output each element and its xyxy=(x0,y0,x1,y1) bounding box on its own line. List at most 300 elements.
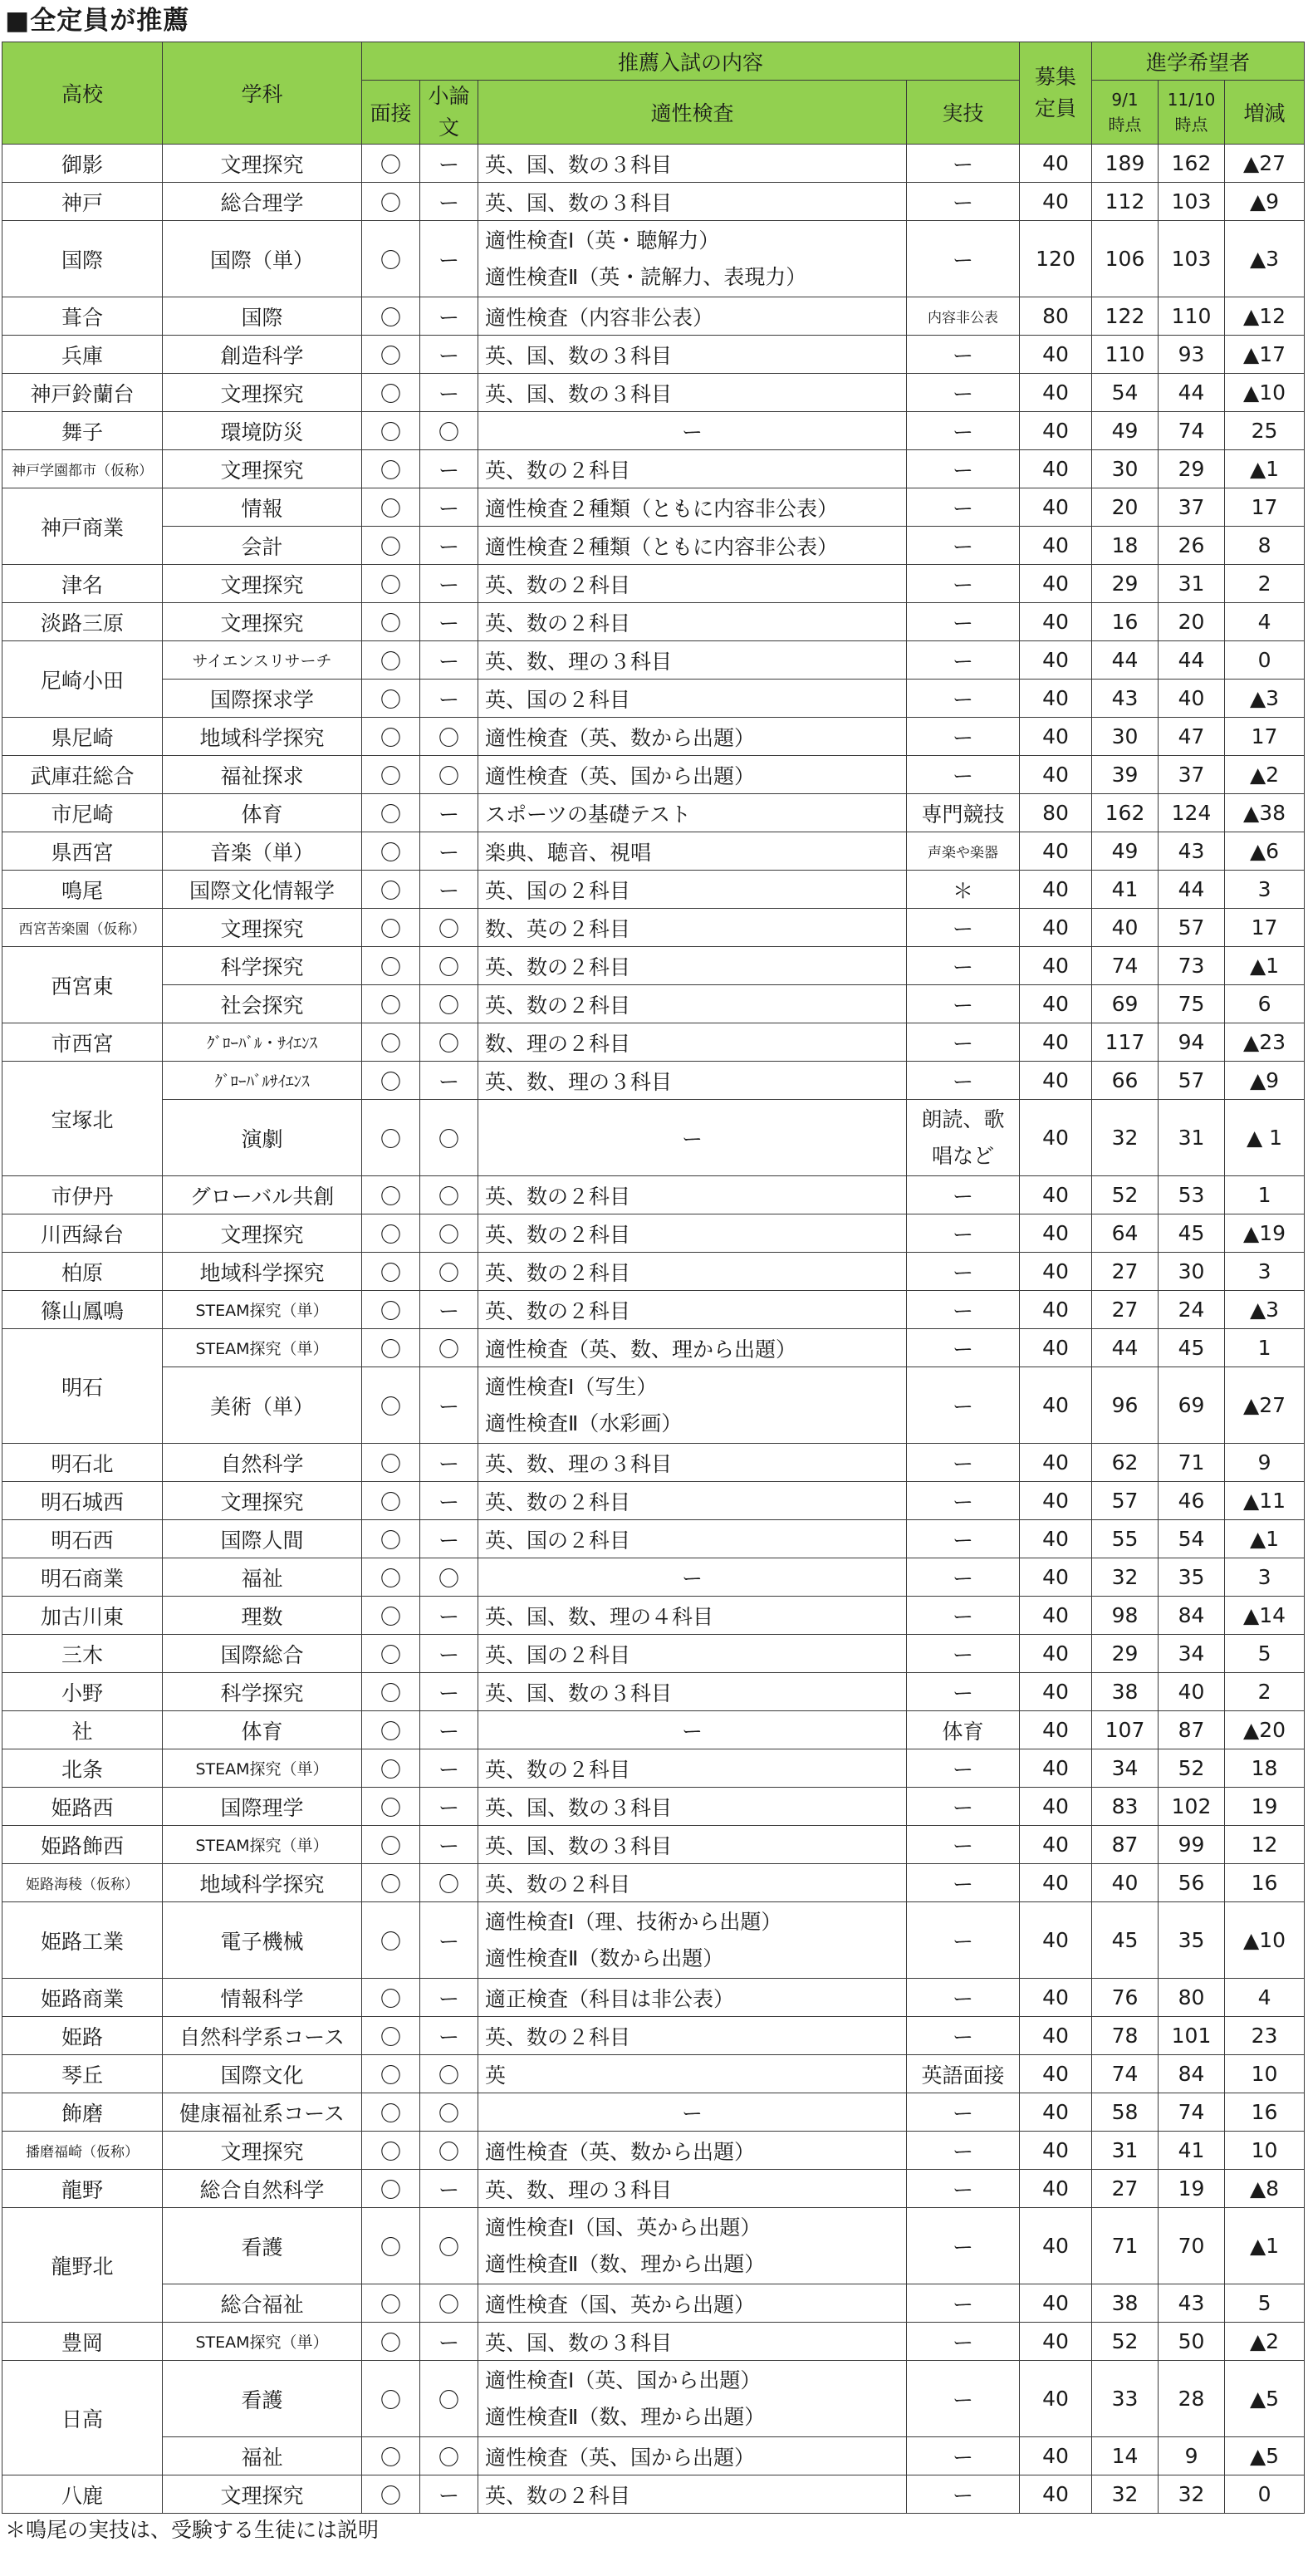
essay-cell: ー xyxy=(420,221,478,297)
school-cell: 龍野 xyxy=(2,2170,163,2208)
hopefuls-sep-cell: 44 xyxy=(1092,1329,1159,1367)
essay-cell: ー xyxy=(420,1482,478,1520)
department-cell: 文理探究 xyxy=(163,565,362,603)
essay-cell: ー xyxy=(420,2475,478,2514)
aptitude-line: 英、国、数の３科目 xyxy=(485,190,673,215)
aptitude-cell xyxy=(478,1176,907,1214)
change-cell: 5 xyxy=(1225,1635,1305,1673)
hopefuls-nov-cell: 101 xyxy=(1159,2017,1225,2055)
table-row xyxy=(2,1253,1305,1291)
department-cell: 電子機械 xyxy=(163,1902,362,1979)
department-cell: 環境防災 xyxy=(163,412,362,450)
department-cell: 情報 xyxy=(163,488,362,527)
department-cell: 地域科学探究 xyxy=(163,1253,362,1291)
aptitude-line: 適性検査Ⅱ（数、理から出題） xyxy=(485,2251,766,2276)
hopefuls-nov-cell: 26 xyxy=(1159,527,1225,565)
hopefuls-sep-cell: 29 xyxy=(1092,565,1159,603)
hopefuls-nov-cell: 37 xyxy=(1159,488,1225,527)
aptitude-line: 数、理の２科目 xyxy=(485,1031,631,1056)
interview-cell: 〇 xyxy=(362,1826,420,1864)
change-cell: 19 xyxy=(1225,1788,1305,1826)
aptitude-line: 英、数の２科目 xyxy=(485,993,631,1018)
quota-cell: 120 xyxy=(1020,221,1092,297)
interview-cell: 〇 xyxy=(362,450,420,488)
change-cell: 17 xyxy=(1225,488,1305,527)
aptitude-line: 英、数の２科目 xyxy=(485,1489,631,1514)
school-cell: 神戸学園都市（仮称） xyxy=(2,450,163,488)
aptitude-line: 英、国、数の３科目 xyxy=(485,1681,673,1705)
quota-cell: 40 xyxy=(1020,756,1092,794)
school-cell: 県尼崎 xyxy=(2,718,163,756)
hopefuls-nov-cell: 56 xyxy=(1159,1864,1225,1902)
department-cell: 国際文化情報学 xyxy=(163,871,362,909)
hopefuls-sep-cell: 71 xyxy=(1092,2208,1159,2284)
aptitude-cell xyxy=(478,2208,907,2284)
practical-cell: ー xyxy=(907,221,1020,297)
aptitude-line: 英、数、理の３科目 xyxy=(485,649,673,674)
quota-cell: 40 xyxy=(1020,2323,1092,2361)
interview-cell: 〇 xyxy=(362,1023,420,1062)
school-cell: 豊岡 xyxy=(2,2323,163,2361)
hopefuls-nov-cell: 45 xyxy=(1159,1214,1225,1253)
interview-cell: 〇 xyxy=(362,1482,420,1520)
department-cell: 看護 xyxy=(163,2361,362,2437)
quota-cell: 40 xyxy=(1020,374,1092,412)
hopefuls-sep-cell: 16 xyxy=(1092,603,1159,641)
aptitude-cell xyxy=(478,2361,907,2437)
quota-cell: 40 xyxy=(1020,1635,1092,1673)
aptitude-line: 適性検査Ⅱ（水彩画） xyxy=(485,1411,683,1435)
aptitude-cell xyxy=(478,1291,907,1329)
aptitude-cell xyxy=(478,2055,907,2093)
interview-cell: 〇 xyxy=(362,1176,420,1214)
hopefuls-nov-cell: 93 xyxy=(1159,336,1225,374)
change-cell: 23 xyxy=(1225,2017,1305,2055)
hopefuls-sep-cell: 87 xyxy=(1092,1826,1159,1864)
school-cell: 明石城西 xyxy=(2,1482,163,1520)
aptitude-line: 英、数の２科目 xyxy=(485,2024,631,2049)
essay-cell: 〇 xyxy=(420,909,478,947)
table-row xyxy=(2,1826,1305,1864)
practical-cell: ー xyxy=(907,183,1020,221)
aptitude-line: ー xyxy=(681,420,703,444)
essay-cell: ー xyxy=(420,1444,478,1482)
hopefuls-sep-cell: 20 xyxy=(1092,488,1159,527)
aptitude-line: 適性検査２種類（ともに内容非公表） xyxy=(485,496,839,521)
table-row xyxy=(2,1558,1305,1597)
hopefuls-nov-cell: 71 xyxy=(1159,1444,1225,1482)
department-cell: 総合福祉 xyxy=(163,2284,362,2323)
table-row xyxy=(2,183,1305,221)
change-cell: ▲3 xyxy=(1225,221,1305,297)
hopefuls-nov-cell: 80 xyxy=(1159,1979,1225,2017)
table-row xyxy=(2,527,1305,565)
hopefuls-nov-cell: 84 xyxy=(1159,2055,1225,2093)
aptitude-cell xyxy=(478,1023,907,1062)
practical-cell: ー xyxy=(907,2132,1020,2170)
interview-cell: 〇 xyxy=(362,794,420,832)
practical-cell xyxy=(907,1100,1020,1176)
school-cell: 市尼崎 xyxy=(2,794,163,832)
change-cell: ▲1 xyxy=(1225,1520,1305,1558)
hopefuls-sep-cell: 38 xyxy=(1092,1673,1159,1711)
essay-cell: 〇 xyxy=(420,1253,478,1291)
hopefuls-sep-cell: 32 xyxy=(1092,2475,1159,2514)
aptitude-line: 適性検査２種類（ともに内容非公表） xyxy=(485,534,839,559)
aptitude-cell xyxy=(478,565,907,603)
department-cell: 地域科学探究 xyxy=(163,1864,362,1902)
practical-line: 唱など xyxy=(932,1143,995,1168)
practical-cell: ー xyxy=(907,1176,1020,1214)
aptitude-line: 英、国の２科目 xyxy=(485,1642,631,1667)
essay-cell: 〇 xyxy=(420,1023,478,1062)
change-cell: ▲10 xyxy=(1225,374,1305,412)
interview-cell: 〇 xyxy=(362,1367,420,1444)
hopefuls-nov-cell: 73 xyxy=(1159,947,1225,985)
quota-cell: 80 xyxy=(1020,297,1092,336)
school-cell: 播磨福崎（仮称） xyxy=(2,2132,163,2170)
change-cell: ▲27 xyxy=(1225,145,1305,183)
aptitude-cell xyxy=(478,145,907,183)
quota-cell: 40 xyxy=(1020,2475,1092,2514)
table-row xyxy=(2,412,1305,450)
change-cell: 2 xyxy=(1225,1673,1305,1711)
aptitude-cell xyxy=(478,1520,907,1558)
interview-cell: 〇 xyxy=(362,985,420,1023)
practical-cell: 専門競技 xyxy=(907,794,1020,832)
aptitude-cell xyxy=(478,1367,907,1444)
school-cell: 明石北 xyxy=(2,1444,163,1482)
hopefuls-nov-cell: 50 xyxy=(1159,2323,1225,2361)
essay-cell: 〇 xyxy=(420,2437,478,2475)
hopefuls-nov-cell: 43 xyxy=(1159,832,1225,871)
quota-cell: 40 xyxy=(1020,1902,1092,1979)
aptitude-line: 英、国の２科目 xyxy=(485,1528,631,1553)
school-cell: 北条 xyxy=(2,1749,163,1788)
practical-cell: ー xyxy=(907,1023,1020,1062)
essay-cell: 〇 xyxy=(420,985,478,1023)
essay-cell: 〇 xyxy=(420,1864,478,1902)
school-cell: 西宮東 xyxy=(2,947,163,1023)
table-row xyxy=(2,1635,1305,1673)
hopefuls-nov-cell: 44 xyxy=(1159,641,1225,680)
table-row xyxy=(2,603,1305,641)
aptitude-cell xyxy=(478,1749,907,1788)
hopefuls-sep-cell: 44 xyxy=(1092,641,1159,680)
change-cell: ▲20 xyxy=(1225,1711,1305,1749)
aptitude-cell xyxy=(478,1100,907,1176)
aptitude-line: 適性検査（内容非公表） xyxy=(485,305,714,330)
practical-cell: ー xyxy=(907,1062,1020,1100)
hopefuls-sep-cell: 33 xyxy=(1092,2361,1159,2437)
practical-cell: ー xyxy=(907,2475,1020,2514)
quota-cell: 40 xyxy=(1020,1558,1092,1597)
hopefuls-sep-cell: 52 xyxy=(1092,2323,1159,2361)
aptitude-line: 適性検査（英、国から出題） xyxy=(485,2445,756,2470)
change-cell: 16 xyxy=(1225,2093,1305,2132)
aptitude-line: 英、国、数の３科目 xyxy=(485,381,673,406)
department-cell: 自然科学系コース xyxy=(163,2017,362,2055)
change-cell: 18 xyxy=(1225,1749,1305,1788)
change-cell: 17 xyxy=(1225,909,1305,947)
quota-cell: 40 xyxy=(1020,1979,1092,2017)
hopefuls-sep-cell: 83 xyxy=(1092,1788,1159,1826)
table-row xyxy=(2,1291,1305,1329)
essay-cell: ー xyxy=(420,1635,478,1673)
hopefuls-nov-cell: 31 xyxy=(1159,1100,1225,1176)
hopefuls-nov-cell: 69 xyxy=(1159,1367,1225,1444)
header-school: 高校 xyxy=(2,42,163,145)
change-cell: 4 xyxy=(1225,1979,1305,2017)
aptitude-cell xyxy=(478,221,907,297)
aptitude-line: 英、数、理の３科目 xyxy=(485,1069,673,1094)
quota-cell: 40 xyxy=(1020,947,1092,985)
hopefuls-sep-cell: 57 xyxy=(1092,1482,1159,1520)
change-cell: 0 xyxy=(1225,2475,1305,2514)
aptitude-line: 適性検査（英、国から出題） xyxy=(485,763,756,788)
interview-cell: 〇 xyxy=(362,412,420,450)
school-cell: 市伊丹 xyxy=(2,1176,163,1214)
school-cell: 篠山鳳鳴 xyxy=(2,1291,163,1329)
change-cell: 3 xyxy=(1225,1253,1305,1291)
interview-cell: 〇 xyxy=(362,1711,420,1749)
school-cell: 明石西 xyxy=(2,1520,163,1558)
quota-cell: 40 xyxy=(1020,1176,1092,1214)
interview-cell: 〇 xyxy=(362,488,420,527)
aptitude-line: 適性検査Ⅰ（理、技術から出題） xyxy=(485,1909,782,1934)
quota-cell: 40 xyxy=(1020,2437,1092,2475)
hopefuls-sep-cell: 49 xyxy=(1092,832,1159,871)
school-cell: 市西宮 xyxy=(2,1023,163,1062)
school-cell: 八鹿 xyxy=(2,2475,163,2514)
essay-cell: 〇 xyxy=(420,1329,478,1367)
page-title: ■全定員が推薦 xyxy=(5,6,190,36)
school-cell: 西宮苦楽園（仮称） xyxy=(2,909,163,947)
table-row xyxy=(2,756,1305,794)
aptitude-cell xyxy=(478,985,907,1023)
interview-cell: 〇 xyxy=(362,2093,420,2132)
interview-cell: 〇 xyxy=(362,1291,420,1329)
practical-cell: ー xyxy=(907,527,1020,565)
practical-cell: ー xyxy=(907,1253,1020,1291)
change-cell: ▲14 xyxy=(1225,1597,1305,1635)
department-cell: 文理探究 xyxy=(163,450,362,488)
aptitude-cell xyxy=(478,718,907,756)
hopefuls-nov-cell: 54 xyxy=(1159,1520,1225,1558)
department-cell: 総合理学 xyxy=(163,183,362,221)
department-cell: 文理探究 xyxy=(163,145,362,183)
interview-cell: 〇 xyxy=(362,756,420,794)
change-cell: ▲11 xyxy=(1225,1482,1305,1520)
hopefuls-nov-cell: 19 xyxy=(1159,2170,1225,2208)
hopefuls-sep-cell: 162 xyxy=(1092,794,1159,832)
aptitude-cell xyxy=(478,1788,907,1826)
quota-cell: 40 xyxy=(1020,145,1092,183)
aptitude-cell xyxy=(478,2437,907,2475)
practical-cell: ー xyxy=(907,1902,1020,1979)
practical-cell: ー xyxy=(907,374,1020,412)
hopefuls-sep-cell: 14 xyxy=(1092,2437,1159,2475)
aptitude-line: ー xyxy=(681,1126,703,1151)
interview-cell: 〇 xyxy=(362,641,420,680)
aptitude-cell xyxy=(478,2093,907,2132)
interview-cell: 〇 xyxy=(362,2170,420,2208)
change-cell: ▲2 xyxy=(1225,2323,1305,2361)
interview-cell: 〇 xyxy=(362,336,420,374)
practical-cell: ー xyxy=(907,756,1020,794)
recommendation-table xyxy=(2,42,1305,2514)
table-row xyxy=(2,2093,1305,2132)
hopefuls-sep-cell: 27 xyxy=(1092,2170,1159,2208)
department-cell: 理数 xyxy=(163,1597,362,1635)
aptitude-line: 適性検査Ⅰ（写生） xyxy=(485,1374,658,1399)
interview-cell: 〇 xyxy=(362,1329,420,1367)
hopefuls-nov-cell: 45 xyxy=(1159,1329,1225,1367)
quota-cell: 40 xyxy=(1020,488,1092,527)
hopefuls-nov-cell: 46 xyxy=(1159,1482,1225,1520)
hopefuls-sep-cell: 110 xyxy=(1092,336,1159,374)
aptitude-line: 英、数の２科目 xyxy=(485,611,631,635)
department-cell: 福祉 xyxy=(163,1558,362,1597)
aptitude-line: 適正検査（科目は非公表） xyxy=(485,1986,735,2011)
hopefuls-sep-cell: 32 xyxy=(1092,1558,1159,1597)
table-row xyxy=(2,2475,1305,2514)
interview-cell: 〇 xyxy=(362,183,420,221)
interview-cell: 〇 xyxy=(362,1749,420,1788)
school-cell: 姫路飾西 xyxy=(2,1826,163,1864)
department-cell: 国際探求学 xyxy=(163,680,362,718)
essay-cell: ー xyxy=(420,1367,478,1444)
table-row xyxy=(2,985,1305,1023)
department-cell: 科学探究 xyxy=(163,947,362,985)
hopefuls-sep-cell: 76 xyxy=(1092,1979,1159,2017)
department-cell: 文理探究 xyxy=(163,1482,362,1520)
school-cell: 飾磨 xyxy=(2,2093,163,2132)
quota-cell: 40 xyxy=(1020,2170,1092,2208)
department-cell: 音楽（単） xyxy=(163,832,362,871)
table-row xyxy=(2,680,1305,718)
hopefuls-nov-cell: 20 xyxy=(1159,603,1225,641)
practical-cell: ー xyxy=(907,680,1020,718)
hopefuls-sep-cell: 30 xyxy=(1092,718,1159,756)
essay-cell: 〇 xyxy=(420,1558,478,1597)
table-row xyxy=(2,1444,1305,1482)
table-row xyxy=(2,947,1305,985)
department-cell: 体育 xyxy=(163,794,362,832)
aptitude-cell xyxy=(478,2475,907,2514)
change-cell: ▲1 xyxy=(1225,450,1305,488)
aptitude-cell xyxy=(478,336,907,374)
interview-cell: 〇 xyxy=(362,2437,420,2475)
hopefuls-sep-cell: 64 xyxy=(1092,1214,1159,1253)
department-cell: 情報科学 xyxy=(163,1979,362,2017)
practical-cell: 内容非公表 xyxy=(907,297,1020,336)
practical-cell: ー xyxy=(907,145,1020,183)
quota-cell: 40 xyxy=(1020,832,1092,871)
interview-cell: 〇 xyxy=(362,1788,420,1826)
table-row xyxy=(2,297,1305,336)
aptitude-cell xyxy=(478,832,907,871)
interview-cell: 〇 xyxy=(362,1864,420,1902)
department-cell: STEAM探究（単） xyxy=(163,1826,362,1864)
table-row xyxy=(2,1062,1305,1100)
practical-cell: ー xyxy=(907,336,1020,374)
table-row xyxy=(2,1979,1305,2017)
department-cell: STEAM探究（単） xyxy=(163,1291,362,1329)
change-cell: ▲23 xyxy=(1225,1023,1305,1062)
hopefuls-nov-cell: 52 xyxy=(1159,1749,1225,1788)
essay-cell: ー xyxy=(420,794,478,832)
interview-cell: 〇 xyxy=(362,1902,420,1979)
change-cell: ▲5 xyxy=(1225,2361,1305,2437)
quota-cell: 80 xyxy=(1020,794,1092,832)
practical-cell: ー xyxy=(907,1788,1020,1826)
department-cell: 科学探究 xyxy=(163,1673,362,1711)
essay-cell: ー xyxy=(420,336,478,374)
school-cell: 淡路三原 xyxy=(2,603,163,641)
interview-cell: 〇 xyxy=(362,603,420,641)
practical-cell: ー xyxy=(907,1329,1020,1367)
quota-cell: 40 xyxy=(1020,871,1092,909)
aptitude-line: ー xyxy=(681,1719,703,1744)
header-mensetsu: 面接 xyxy=(362,81,420,145)
essay-cell: 〇 xyxy=(420,947,478,985)
school-cell: 小野 xyxy=(2,1673,163,1711)
aptitude-line: 適性検査Ⅱ（数、理から出題） xyxy=(485,2404,766,2429)
aptitude-line: 英、国の２科目 xyxy=(485,687,631,712)
practical-cell: ー xyxy=(907,641,1020,680)
quota-cell: 40 xyxy=(1020,2361,1092,2437)
quota-cell: 40 xyxy=(1020,1864,1092,1902)
change-cell: 10 xyxy=(1225,2132,1305,2170)
aptitude-line: 数、英の２科目 xyxy=(485,916,631,941)
interview-cell: 〇 xyxy=(362,1100,420,1176)
aptitude-line: スポーツの基礎テスト xyxy=(485,802,692,827)
aptitude-cell xyxy=(478,1444,907,1482)
change-cell: 0 xyxy=(1225,641,1305,680)
essay-cell: ー xyxy=(420,1520,478,1558)
hopefuls-sep-cell: 27 xyxy=(1092,1253,1159,1291)
hopefuls-sep-cell: 52 xyxy=(1092,1176,1159,1214)
change-cell: 1 xyxy=(1225,1329,1305,1367)
aptitude-line: 英、数、理の３科目 xyxy=(485,2177,673,2202)
hopefuls-sep-cell: 39 xyxy=(1092,756,1159,794)
hopefuls-nov-cell: 37 xyxy=(1159,756,1225,794)
quota-cell: 40 xyxy=(1020,1520,1092,1558)
hopefuls-sep-cell: 122 xyxy=(1092,297,1159,336)
practical-cell: ー xyxy=(907,1444,1020,1482)
table-row xyxy=(2,488,1305,527)
essay-cell: ー xyxy=(420,565,478,603)
change-cell: ▲17 xyxy=(1225,336,1305,374)
aptitude-cell xyxy=(478,1635,907,1673)
school-cell: 県西宮 xyxy=(2,832,163,871)
department-cell: 文理探究 xyxy=(163,374,362,412)
aptitude-line: 英、数の２科目 xyxy=(485,458,631,483)
aptitude-cell xyxy=(478,947,907,985)
department-cell: 国際総合 xyxy=(163,1635,362,1673)
hopefuls-sep-cell: 117 xyxy=(1092,1023,1159,1062)
aptitude-cell xyxy=(478,641,907,680)
table-row xyxy=(2,1788,1305,1826)
school-cell: 尼崎小田 xyxy=(2,641,163,718)
interview-cell: 〇 xyxy=(362,297,420,336)
school-cell: 神戸 xyxy=(2,183,163,221)
hopefuls-nov-cell: 94 xyxy=(1159,1023,1225,1062)
hopefuls-sep-cell: 78 xyxy=(1092,2017,1159,2055)
hopefuls-nov-cell: 29 xyxy=(1159,450,1225,488)
quota-cell: 40 xyxy=(1020,1367,1092,1444)
